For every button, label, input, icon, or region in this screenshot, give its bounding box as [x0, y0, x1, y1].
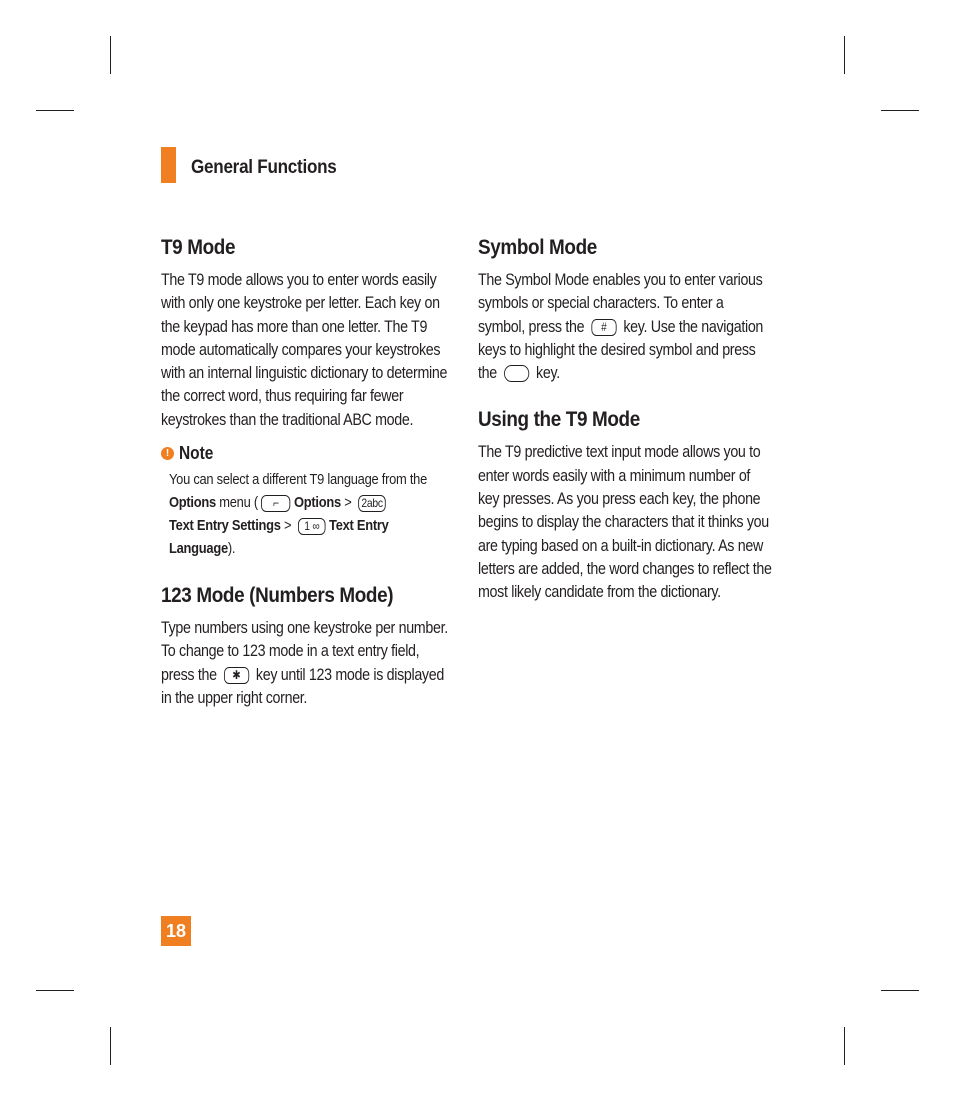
using-t9-paragraph: The T9 predictive text input mode allows you to enter words easily with a minimum number of key presses. As you press each key, the phone begins to display the characters that it thinks you are typing based on a built-in dictionary. As new letters are added, the word changes to reflect the most likely candidate from the dictionary.: [478, 442, 772, 602]
numbers-mode-text: key until 123 mode is displayed in the upper right corner.: [161, 664, 444, 707]
note-box: [161, 443, 457, 560]
note-body: [169, 468, 453, 560]
symbol-mode-text: key. Use the navigation keys to highlight the desired symbol and press the: [478, 316, 764, 383]
note-separator: >: [280, 517, 295, 535]
crop-mark: [844, 36, 845, 74]
crop-mark: [844, 1027, 845, 1065]
symbol-mode-heading: Symbol Mode: [478, 236, 597, 259]
section-accent-bar: [161, 147, 176, 183]
symbol-mode-text: key.: [532, 363, 560, 383]
note-separator: >: [340, 494, 355, 512]
crop-mark: [110, 1027, 111, 1065]
star-key-icon: ✱: [224, 667, 249, 684]
crop-mark: [36, 990, 74, 991]
crop-mark: [881, 110, 919, 111]
note-label: Note: [179, 443, 214, 464]
numbers-mode-text: Type numbers using one keystroke per number. To change to 123 mode in a text entry field, press the: [161, 618, 448, 684]
note-text-end: ).: [227, 540, 236, 558]
crop-mark: [36, 110, 74, 111]
numbers-mode-section: [161, 584, 457, 709]
note-header: [161, 443, 457, 464]
left-column: [161, 236, 457, 733]
note-text-entry-language: Text Entry Language: [169, 517, 389, 558]
note-text: menu (: [215, 494, 258, 512]
t9-mode-section: [161, 236, 457, 431]
symbol-mode-text: The Symbol Mode enables you to enter various symbols or special characters. To enter a symbol, press the: [478, 270, 763, 336]
using-t9-heading: Using the T9 Mode: [478, 408, 640, 432]
t9-mode-paragraph: The T9 mode allows you to enter words easily with only one keystroke per letter. Each key on the keypad has more than one letter. The T9 mode automatically compares your keystrokes with an internal linguistic dictionary to determine the correct word, thus requiring far fewer keystrokes than the traditional ABC mode.: [161, 270, 448, 429]
symbol-mode-section: [478, 236, 774, 384]
note-options-term: Options: [293, 494, 341, 512]
key-1-icon: 1 ∞: [298, 518, 326, 535]
hash-key-icon: #: [591, 319, 616, 336]
note-text: You can select a different T9 language from the: [169, 471, 428, 489]
note-text-entry-settings: Text Entry Settings: [169, 517, 281, 535]
exclamation-icon: !: [161, 447, 174, 460]
using-t9-section: [478, 408, 774, 603]
page-number: 18: [161, 916, 191, 946]
right-column: [478, 236, 774, 628]
crop-mark: [110, 36, 111, 74]
numbers-mode-paragraph: [161, 616, 455, 709]
section-title: General Functions: [191, 157, 337, 178]
symbol-mode-paragraph: [478, 268, 772, 384]
numbers-mode-heading: 123 Mode (Numbers Mode): [161, 584, 394, 608]
ok-key-icon: [504, 365, 529, 382]
crop-mark: [881, 990, 919, 991]
t9-mode-heading: T9 Mode: [161, 236, 236, 259]
note-options-term: Options: [169, 494, 216, 512]
key-2-icon: 2abc: [358, 495, 386, 512]
left-soft-key-icon: ⌐: [261, 495, 290, 512]
